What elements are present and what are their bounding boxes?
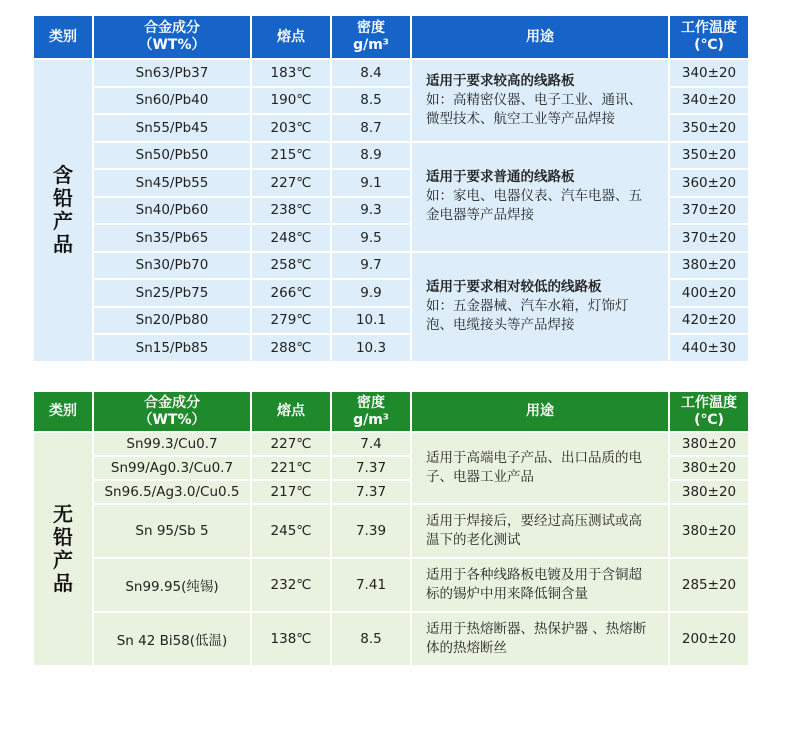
composition-cell: Sn20/Pb80 [94, 308, 250, 334]
temp-cell: 420±20 [670, 308, 748, 334]
header-work-temp: 工作温度 (℃) [670, 392, 748, 431]
header-category: 类别 [34, 392, 92, 431]
composition-cell: Sn55/Pb45 [94, 115, 250, 141]
table-row [34, 143, 748, 169]
melting-cell: 245℃ [252, 505, 330, 557]
density-cell: 8.5 [332, 88, 410, 114]
table-row [34, 505, 748, 557]
composition-cell: Sn40/Pb60 [94, 198, 250, 224]
composition-cell: Sn99.95(纯锡) [94, 559, 250, 611]
density-cell: 8.7 [332, 115, 410, 141]
usage-cell: 适用于要求普通的线路板 如：家电、电器仪表、汽车电器、五金电器等产品焊接 [412, 143, 668, 251]
table-header-row [34, 16, 748, 58]
table-row [34, 613, 748, 665]
table-row [34, 253, 748, 279]
table-row [34, 433, 748, 455]
composition-cell: Sn96.5/Ag3.0/Cu0.5 [94, 481, 250, 503]
melting-cell: 217℃ [252, 481, 330, 503]
density-cell: 7.4 [332, 433, 410, 455]
temp-cell: 380±20 [670, 253, 748, 279]
melting-cell: 279℃ [252, 308, 330, 334]
melting-cell: 221℃ [252, 457, 330, 479]
density-cell: 9.7 [332, 253, 410, 279]
temp-cell: 400±20 [670, 280, 748, 306]
melting-cell: 183℃ [252, 60, 330, 86]
temp-cell: 285±20 [670, 559, 748, 611]
melting-cell: 227℃ [252, 170, 330, 196]
category-label: 含铅产品 [34, 60, 92, 361]
usage-cell: 适用于高端电子产品、出口品质的电子、电器工业产品 [412, 433, 668, 503]
temp-cell: 380±20 [670, 505, 748, 557]
melting-cell: 248℃ [252, 225, 330, 251]
density-cell: 7.41 [332, 559, 410, 611]
density-cell: 8.9 [332, 143, 410, 169]
density-cell: 9.1 [332, 170, 410, 196]
composition-cell: Sn 42 Bi58(低温) [94, 613, 250, 665]
density-cell: 9.3 [332, 198, 410, 224]
header-work-temp: 工作温度 (℃) [670, 16, 748, 58]
usage-cell: 适用于要求较高的线路板 如：高精密仪器、电子工业、通讯、微型技术、航空工业等产品焊接 [412, 60, 668, 141]
composition-cell: Sn63/Pb37 [94, 60, 250, 86]
density-cell: 8.5 [332, 613, 410, 665]
usage-cell: 适用于焊接后，要经过高压测试或高温下的老化测试 [412, 505, 668, 557]
melting-cell: 215℃ [252, 143, 330, 169]
density-cell: 9.9 [332, 280, 410, 306]
lead-free-products-table [32, 390, 750, 667]
composition-cell: Sn15/Pb85 [94, 335, 250, 361]
density-cell: 10.3 [332, 335, 410, 361]
composition-cell: Sn45/Pb55 [94, 170, 250, 196]
table-header-row [34, 392, 748, 431]
temp-cell: 340±20 [670, 60, 748, 86]
density-cell: 7.39 [332, 505, 410, 557]
melting-cell: 138℃ [252, 613, 330, 665]
usage-cell: 适用于要求相对较低的线路板 如：五金器械、汽车水箱，灯饰灯泡、电缆接头等产品焊接 [412, 253, 668, 361]
composition-cell: Sn30/Pb70 [94, 253, 250, 279]
composition-cell: Sn99/Ag0.3/Cu0.7 [94, 457, 250, 479]
temp-cell: 360±20 [670, 170, 748, 196]
temp-cell: 350±20 [670, 143, 748, 169]
melting-cell: 227℃ [252, 433, 330, 455]
melting-cell: 190℃ [252, 88, 330, 114]
melting-cell: 258℃ [252, 253, 330, 279]
temp-cell: 200±20 [670, 613, 748, 665]
density-cell: 8.4 [332, 60, 410, 86]
temp-cell: 340±20 [670, 88, 748, 114]
usage-cell: 适用于各种线路板电镀及用于含铜超标的锡炉中用来降低铜含量 [412, 559, 668, 611]
density-cell: 10.1 [332, 308, 410, 334]
table-row [34, 60, 748, 86]
table-row [34, 559, 748, 611]
header-usage: 用途 [412, 16, 668, 58]
composition-cell: Sn35/Pb65 [94, 225, 250, 251]
density-cell: 7.37 [332, 481, 410, 503]
composition-cell: Sn25/Pb75 [94, 280, 250, 306]
leaded-products-table [32, 14, 750, 363]
header-melting-point: 熔点 [252, 392, 330, 431]
temp-cell: 380±20 [670, 457, 748, 479]
density-cell: 7.37 [332, 457, 410, 479]
category-label: 无铅产品 [34, 433, 92, 665]
header-density: 密度 g/m³ [332, 16, 410, 58]
header-melting-point: 熔点 [252, 16, 330, 58]
melting-cell: 232℃ [252, 559, 330, 611]
header-category: 类别 [34, 16, 92, 58]
temp-cell: 350±20 [670, 115, 748, 141]
temp-cell: 440±30 [670, 335, 748, 361]
header-composition: 合金成分 （WT%） [94, 16, 250, 58]
composition-cell: Sn60/Pb40 [94, 88, 250, 114]
composition-cell: Sn 95/Sb 5 [94, 505, 250, 557]
temp-cell: 370±20 [670, 225, 748, 251]
composition-cell: Sn50/Pb50 [94, 143, 250, 169]
temp-cell: 380±20 [670, 433, 748, 455]
header-density: 密度 g/m³ [332, 392, 410, 431]
density-cell: 9.5 [332, 225, 410, 251]
melting-cell: 288℃ [252, 335, 330, 361]
usage-cell: 适用于热熔断器、热保护器 、热熔断体的热熔断丝 [412, 613, 668, 665]
temp-cell: 380±20 [670, 481, 748, 503]
composition-cell: Sn99.3/Cu0.7 [94, 433, 250, 455]
header-composition: 合金成分 （WT%） [94, 392, 250, 431]
melting-cell: 266℃ [252, 280, 330, 306]
header-usage: 用途 [412, 392, 668, 431]
melting-cell: 238℃ [252, 198, 330, 224]
melting-cell: 203℃ [252, 115, 330, 141]
temp-cell: 370±20 [670, 198, 748, 224]
